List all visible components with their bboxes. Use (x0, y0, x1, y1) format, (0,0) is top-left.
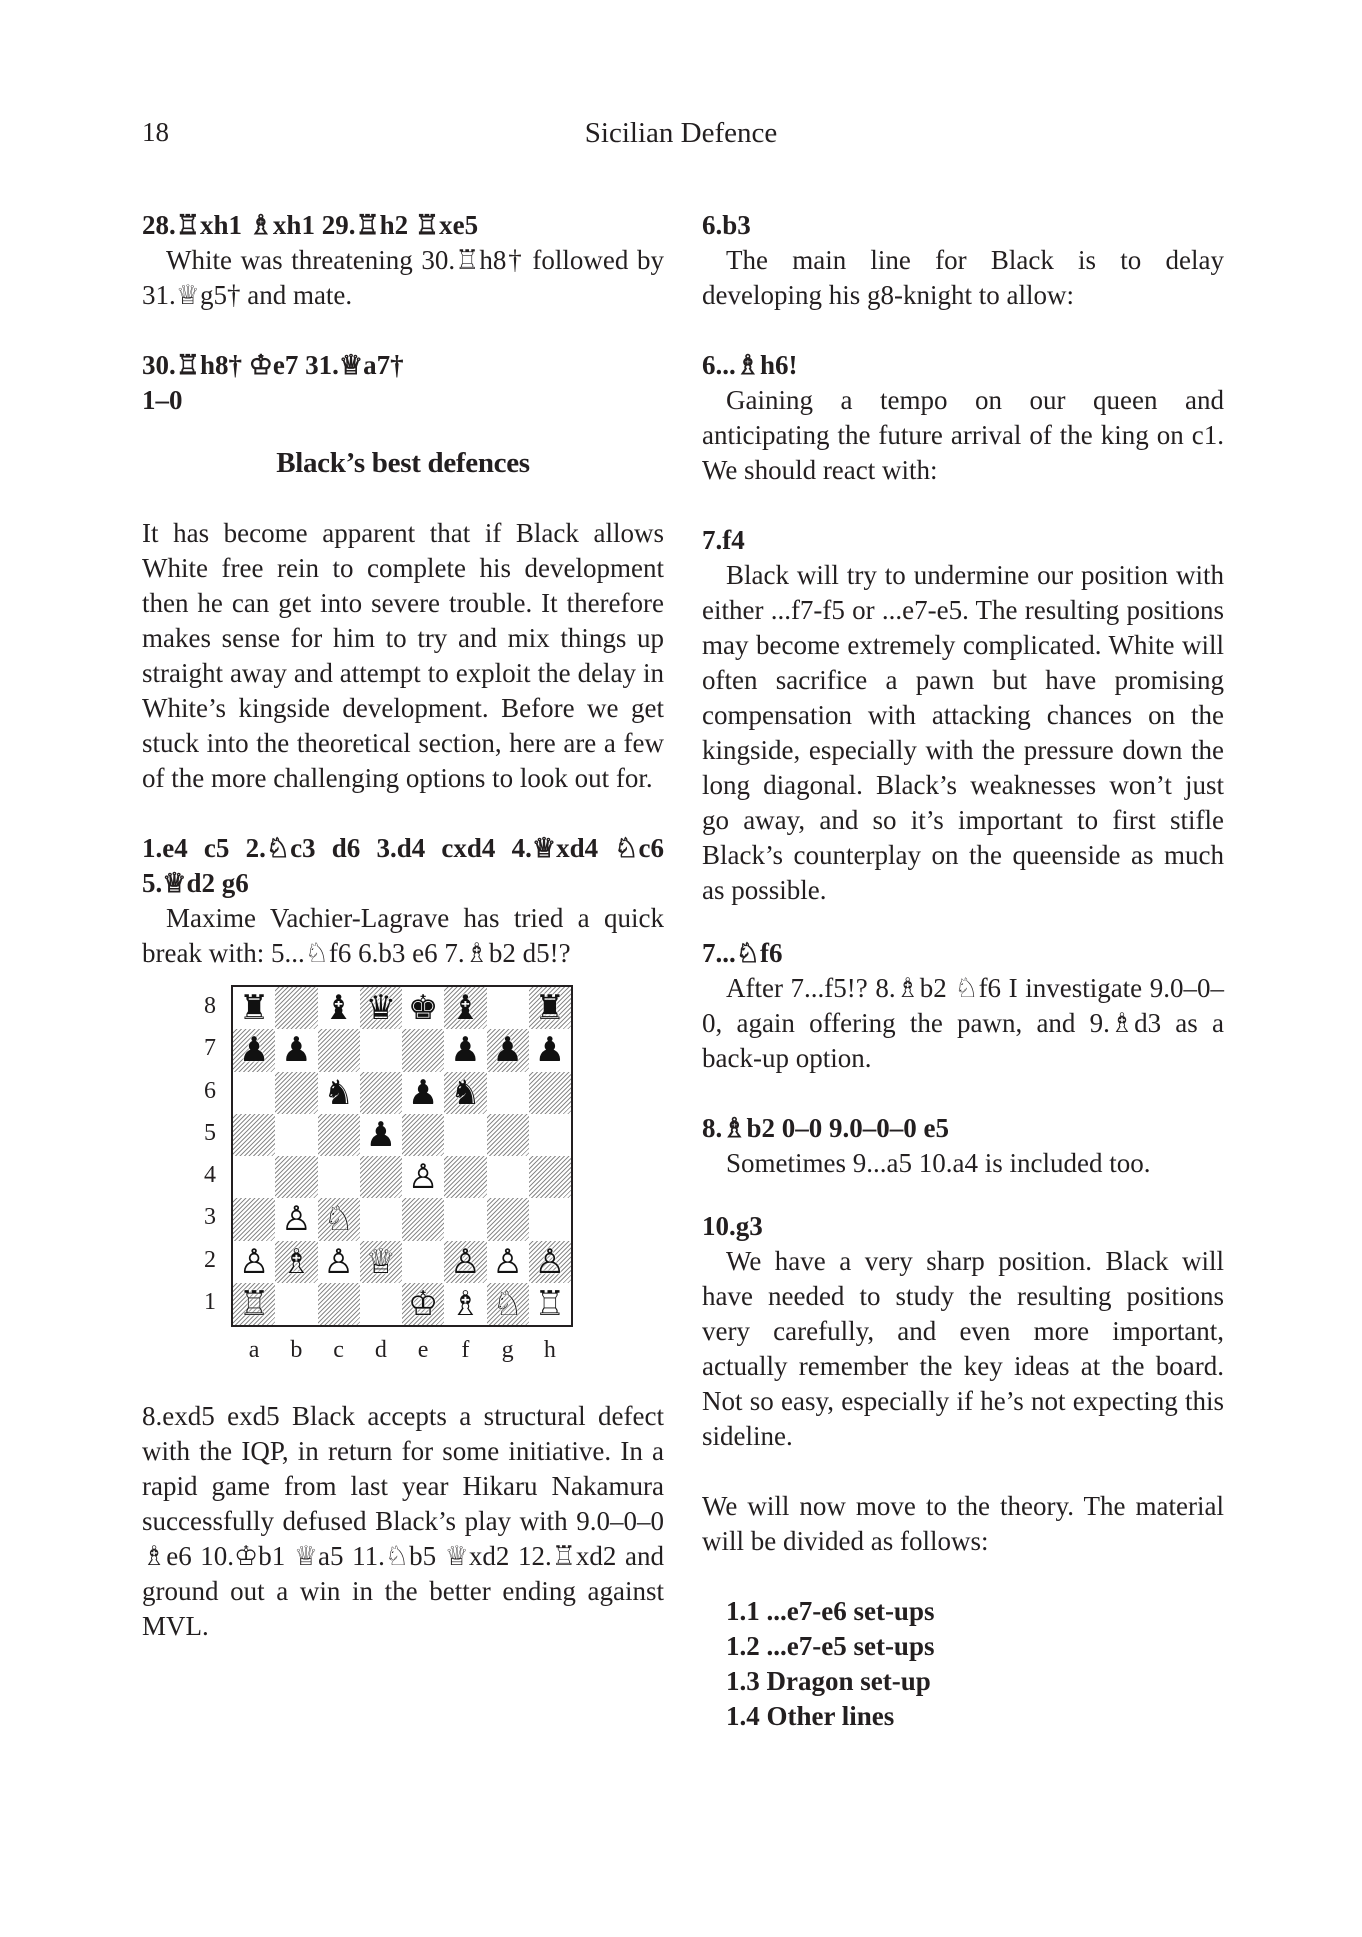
square-d6 (360, 1072, 402, 1114)
black-pawn-icon: ♟ (450, 1030, 481, 1071)
body-paragraph: We will now move to the theory. The material will be divided as follows: (702, 1491, 1224, 1556)
file-label: h (543, 1337, 556, 1363)
running-title: Sicilian Defence (584, 117, 778, 149)
spacer (702, 488, 1224, 523)
square-e2 (402, 1241, 444, 1283)
square-g3 (487, 1198, 529, 1240)
black-rook-icon: ♜ (238, 988, 270, 1029)
spacer (702, 1559, 1224, 1594)
square-d3 (360, 1198, 402, 1240)
white-rook-icon: ♖ (238, 1283, 270, 1324)
white-pawn-icon: ♙ (450, 1241, 481, 1282)
spacer (702, 1076, 1224, 1111)
square-g4 (487, 1156, 529, 1198)
square-d5 (360, 1114, 402, 1156)
spacer (142, 313, 664, 348)
page-number: 18 (142, 117, 169, 147)
square-h3 (529, 1198, 571, 1240)
annotation-paragraph: Sometimes 9...a5 10.a4 is included too. (726, 1148, 1151, 1178)
white-pawn-icon: ♙ (281, 1199, 312, 1240)
square-d1 (360, 1283, 402, 1325)
white-queen-icon: ♕ (365, 1241, 397, 1282)
rank-label: 1 (204, 1289, 216, 1316)
square-h6 (529, 1072, 571, 1114)
move-line: 30.♖h8† ♔e7 31.♕a7† (142, 350, 404, 380)
white-pawn-icon: ♙ (407, 1157, 439, 1198)
white-pawn-icon: ♙ (323, 1241, 354, 1282)
spacer (702, 313, 1224, 348)
square-c8 (318, 987, 360, 1029)
black-pawn-icon: ♟ (365, 1114, 397, 1155)
white-bishop-icon: ♗ (281, 1241, 312, 1282)
left-column (142, 208, 664, 1644)
square-c5 (318, 1114, 360, 1156)
square-c7 (318, 1029, 360, 1071)
chess-board (231, 985, 573, 1327)
move-line: 7.f4 (702, 525, 745, 555)
black-pawn-icon: ♟ (238, 1030, 270, 1071)
game-result: 1–0 (142, 385, 183, 415)
square-d8 (360, 987, 402, 1029)
white-pawn-icon: ♙ (238, 1241, 270, 1282)
move-line: 6...♗h6! (702, 350, 798, 380)
black-rook-icon: ♜ (534, 988, 566, 1029)
square-a5 (233, 1114, 275, 1156)
spacer (702, 1454, 1224, 1489)
rank-label: 7 (204, 1035, 216, 1062)
spacer (142, 418, 664, 446)
square-a4 (233, 1156, 275, 1198)
square-e6 (402, 1072, 444, 1114)
annotation-paragraph: White was threatening 30.♖h8† followed by 31.♕g5† and mate. (142, 245, 664, 310)
square-h1 (529, 1283, 571, 1325)
spacer (702, 1181, 1224, 1209)
square-e5 (402, 1114, 444, 1156)
section-heading: Black’s best defences (276, 447, 530, 479)
square-b7 (275, 1029, 317, 1071)
file-labels (233, 1333, 571, 1368)
square-d4 (360, 1156, 402, 1198)
square-f7 (444, 1029, 486, 1071)
square-a6 (233, 1072, 275, 1114)
square-g8 (487, 987, 529, 1029)
square-e8 (402, 987, 444, 1029)
body-paragraph: It has become apparent that if Black allows White free rein to complete his development then he can get into severe trouble. It therefore makes sense for him to try and mix things up straight away and attempt to exploit the delay in White’s kingside development. Before we get stuck into the theoretical section, here are a few of the more challenging options to look out for. (142, 518, 664, 793)
outline-item: 1.2 ...e7-e5 set-ups (726, 1631, 935, 1661)
square-g6 (487, 1072, 529, 1114)
spacer (702, 908, 1224, 936)
square-g1 (487, 1283, 529, 1325)
square-c4 (318, 1156, 360, 1198)
square-b2 (275, 1241, 317, 1283)
move-line: 1.e4 c5 2.♘c3 d6 3.d4 cxd4 4.♕xd4 ♘c6 5.♕d2 g6 (142, 833, 664, 898)
square-d2 (360, 1241, 402, 1283)
square-b5 (275, 1114, 317, 1156)
square-e7 (402, 1029, 444, 1071)
square-g5 (487, 1114, 529, 1156)
rank-label: 4 (204, 1162, 216, 1189)
file-label: e (417, 1337, 429, 1363)
chapter-outline (702, 1594, 1224, 1734)
annotation-paragraph: Black will try to undermine our position with either ...f7-f5 or ...e7-e5. The resulting positions may become extremely complicated. White will often sacrifice a pawn but have promising compensation with attacking chances on the kingside, especially with the pressure down the long diagonal. Black’s weaknesses won’t just go away, and so it’s important to first stifle Black’s counterplay on the queenside as much as possible. (702, 560, 1224, 905)
square-h2 (529, 1241, 571, 1283)
black-pawn-icon: ♟ (407, 1072, 439, 1113)
square-f3 (444, 1198, 486, 1240)
black-bishop-icon: ♝ (323, 988, 354, 1029)
square-a2 (233, 1241, 275, 1283)
square-c6 (318, 1072, 360, 1114)
rank-label: 5 (204, 1119, 216, 1146)
file-label: f (461, 1337, 470, 1363)
move-line: 6.b3 (702, 210, 751, 240)
annotation-paragraph: 8.exd5 exd5 Black accepts a structural defect with the IQP, in return for some initiative. In a rapid game from last year Hikaru Nakamura successfully defused Black’s play with 9.0–0–0 ♗e6 10.♔b1 ♕a5 11.♘b5 ♕xd2 12.♖xd2 and ground out a win in the better ending against MVL. (142, 1401, 664, 1641)
white-rook-icon: ♖ (534, 1283, 566, 1324)
square-h8 (529, 987, 571, 1029)
rank-label: 8 (204, 993, 216, 1019)
file-label: a (248, 1337, 260, 1363)
file-label: d (374, 1337, 387, 1363)
right-column (702, 208, 1224, 1734)
square-c2 (318, 1241, 360, 1283)
white-king-icon: ♔ (407, 1283, 439, 1324)
file-label: g (501, 1337, 514, 1363)
square-f5 (444, 1114, 486, 1156)
white-pawn-icon: ♙ (534, 1241, 566, 1282)
square-a1 (233, 1283, 275, 1325)
square-b3 (275, 1198, 317, 1240)
square-a3 (233, 1198, 275, 1240)
square-g2 (487, 1241, 529, 1283)
rank-label: 2 (204, 1246, 216, 1273)
rank-labels (200, 985, 220, 1323)
square-e4 (402, 1156, 444, 1198)
black-pawn-icon: ♟ (492, 1030, 523, 1071)
outline-item: 1.3 Dragon set-up (726, 1666, 931, 1696)
black-knight-icon: ♞ (450, 1072, 481, 1113)
black-pawn-icon: ♟ (281, 1030, 312, 1071)
square-c1 (318, 1283, 360, 1325)
square-e3 (402, 1198, 444, 1240)
square-b1 (275, 1283, 317, 1325)
square-b6 (275, 1072, 317, 1114)
white-pawn-icon: ♙ (492, 1241, 523, 1282)
square-a8 (233, 987, 275, 1029)
square-h5 (529, 1114, 571, 1156)
square-f4 (444, 1156, 486, 1198)
square-b4 (275, 1156, 317, 1198)
square-f6 (444, 1072, 486, 1114)
square-c3 (318, 1198, 360, 1240)
move-line: 28.♖xh1 ♗xh1 29.♖h2 ♖xe5 (142, 210, 479, 240)
outline-item: 1.4 Other lines (726, 1701, 895, 1731)
white-bishop-icon: ♗ (450, 1283, 481, 1324)
annotation-paragraph: The main line for Black is to delay developing his g8-knight to allow: (702, 245, 1224, 310)
annotation-paragraph: We have a very sharp position. Black will have needed to study the resulting positions very carefully, and even more important, actually remember the key ideas at the board. Not so easy, especially if he’s not expecting this sideline. (702, 1246, 1224, 1451)
rank-label: 3 (204, 1204, 216, 1231)
annotation-paragraph: Gaining a tempo on our queen and anticipating the future arrival of the king on c1. We should react with: (702, 385, 1224, 485)
white-knight-icon: ♘ (492, 1283, 523, 1324)
chess-diagram (142, 981, 664, 1393)
square-a7 (233, 1029, 275, 1071)
square-h4 (529, 1156, 571, 1198)
square-g7 (487, 1029, 529, 1071)
spacer (142, 796, 664, 831)
black-bishop-icon: ♝ (450, 988, 481, 1029)
spacer (142, 481, 664, 516)
white-knight-icon: ♘ (323, 1199, 354, 1240)
square-e1 (402, 1283, 444, 1325)
square-f2 (444, 1241, 486, 1283)
rank-label: 6 (204, 1077, 216, 1104)
annotation-paragraph: Maxime Vachier-Lagrave has tried a quick break with: 5...♘f6 6.b3 e6 7.♗b2 d5!? (142, 903, 664, 968)
square-f1 (444, 1283, 486, 1325)
square-h7 (529, 1029, 571, 1071)
annotation-paragraph: After 7...f5!? 8.♗b2 ♘f6 I investigate 9.0–0–0, again offering the pawn, and 9.♗d3 as a back-up option. (702, 973, 1224, 1073)
square-d7 (360, 1029, 402, 1071)
square-b8 (275, 987, 317, 1029)
move-line: 8.♗b2 0–0 9.0–0–0 e5 (702, 1113, 949, 1143)
file-label: b (290, 1337, 303, 1363)
square-f8 (444, 987, 486, 1029)
black-pawn-icon: ♟ (534, 1030, 566, 1071)
file-label: c (333, 1337, 344, 1363)
move-line: 7...♘f6 (702, 938, 783, 968)
black-queen-icon: ♛ (365, 988, 397, 1029)
black-knight-icon: ♞ (323, 1072, 354, 1113)
outline-item: 1.1 ...e7-e6 set-ups (726, 1596, 935, 1626)
black-king-icon: ♚ (407, 988, 439, 1029)
move-line: 10.g3 (702, 1211, 763, 1241)
